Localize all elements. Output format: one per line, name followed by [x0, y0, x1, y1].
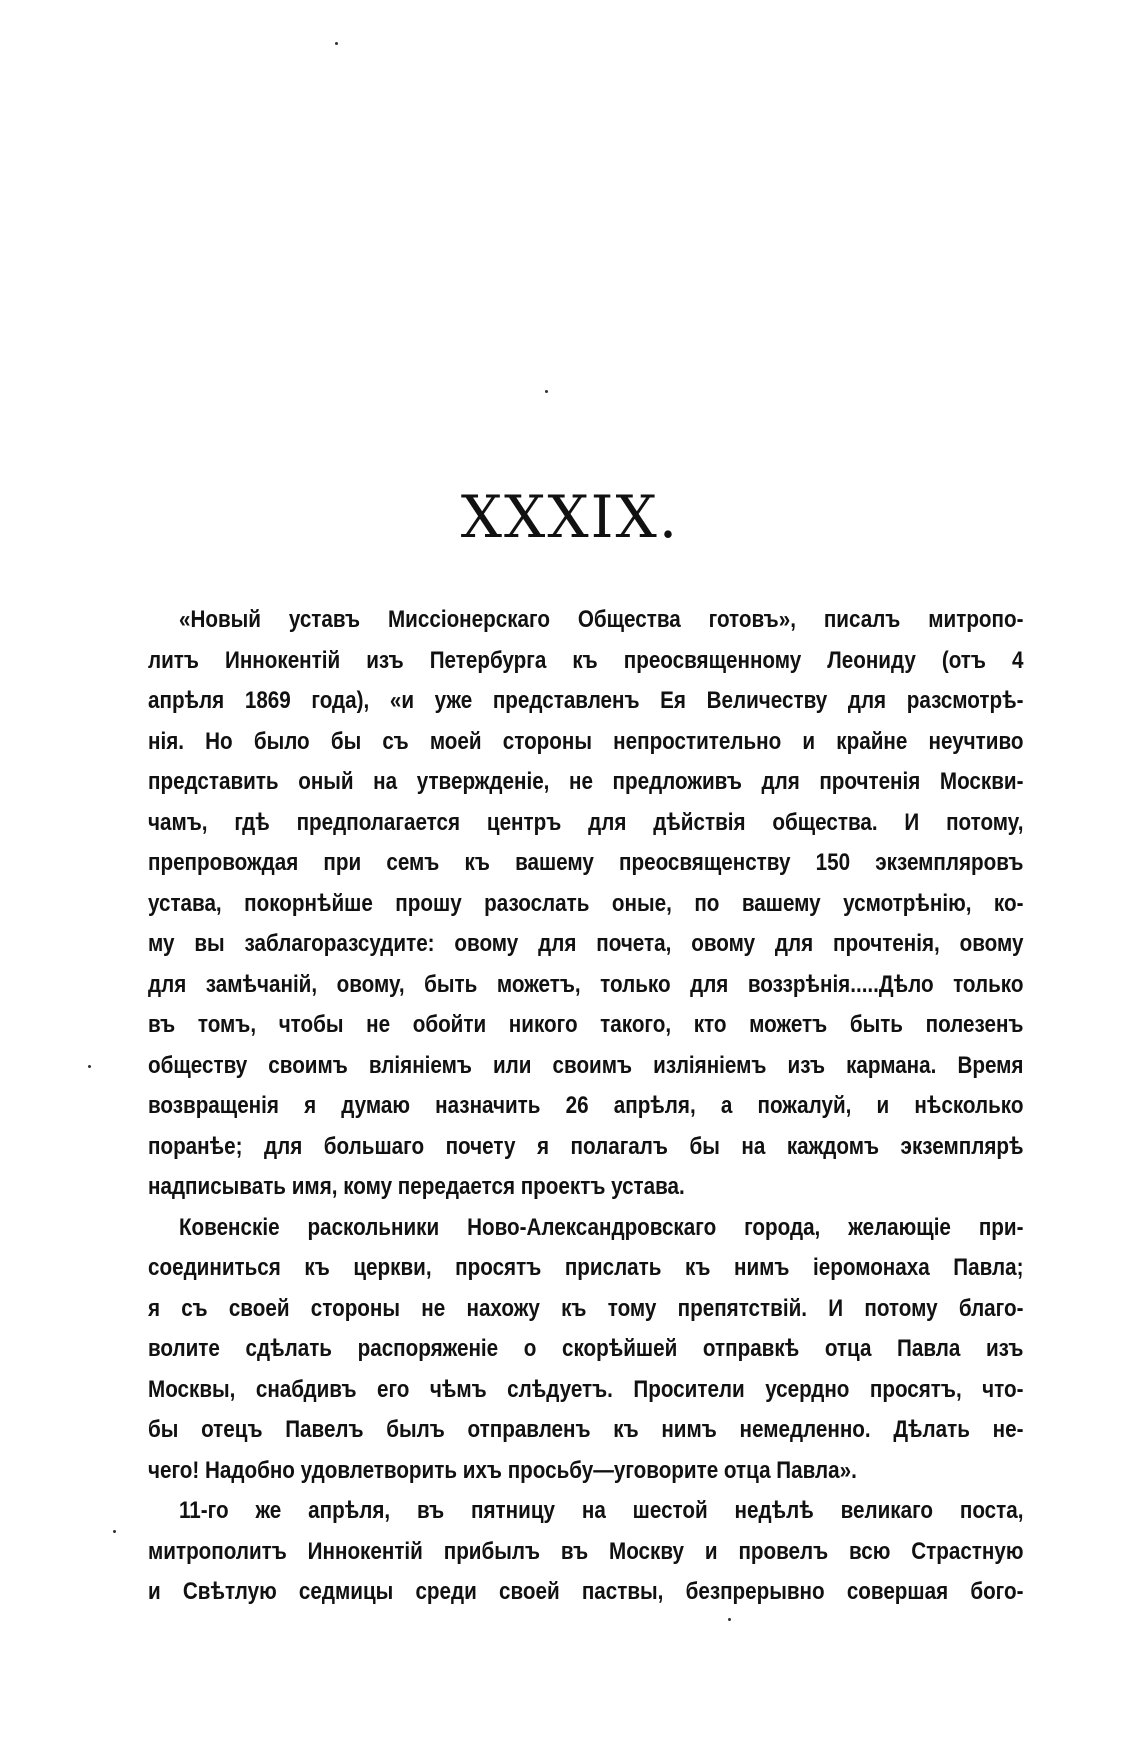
text-line: бы отецъ Павелъ былъ отправленъ къ нимъ немедленно. Дѣлать не-: [148, 1416, 1024, 1443]
text-line: «Новый уставъ Миссіонерскаго Общества готовъ», писалъ митропо-: [178, 606, 1024, 633]
scan-speck: [88, 1065, 91, 1068]
text-line: волите сдѣлать распоряженіе о скорѣйшей отправкѣ отца Павла изъ: [148, 1335, 1024, 1362]
text-line: нія. Но было бы съ моей стороны непростительно и крайне неучтиво: [148, 727, 1024, 755]
text-line: я съ своей стороны не нахожу къ тому препятствій. И потому благо-: [148, 1294, 1024, 1322]
text-line: обществу своимъ вліяніемъ или своимъ изліяніемъ изъ кармана. Время: [148, 1051, 1024, 1079]
text-line: въ томъ, чтобы не обойти никого такого, кто можетъ быть полезенъ: [148, 1011, 1024, 1038]
text-line: апрѣля 1869 года), «и уже представленъ Ея Величеству для разсмотрѣ-: [148, 687, 1024, 714]
scan-speck: [113, 1530, 116, 1533]
text-line: для замѣчаній, овому, быть можетъ, только для воззрѣнія.....Дѣло только: [148, 970, 1024, 998]
text-line: му вы заблагоразсудите: овому для почета, овому для прочтенія, овому: [148, 930, 1024, 957]
text-line: и Свѣтлую седмицы среди своей паствы, безпрерывно совершая бого-: [148, 1578, 1024, 1605]
text-line: надписывать имя, кому передается проектъ устава.: [148, 1173, 685, 1200]
text-line: Москвы, снабдивъ его чѣмъ слѣдуетъ. Просители усердно просятъ, что-: [148, 1375, 1024, 1403]
text-line: литъ Иннокентій изъ Петербурга къ преосвященному Леониду (отъ 4: [148, 646, 1024, 674]
text-line: соединиться къ церкви, просятъ прислать къ нимъ іеромонаха Павла;: [148, 1254, 1024, 1281]
text-line: устава, покорнѣйше прошу разослать оные, по вашему усмотрѣнію, ко-: [148, 889, 1024, 917]
text-line: поранѣе; для большаго почету я полагалъ бы на каждомъ экземплярѣ: [148, 1132, 1024, 1160]
scan-speck: [335, 42, 338, 45]
text-line: препровождая при семъ къ вашему преосвященству 150 экземпляровъ: [148, 849, 1024, 876]
text-line: чамъ, гдѣ предполагается центръ для дѣйствія общества. И потому,: [148, 808, 1024, 836]
chapter-body: [148, 600, 1024, 1613]
text-line: представить оный на утвержденіе, не предложивъ для прочтенія Москви-: [148, 768, 1024, 795]
scan-speck: [545, 390, 548, 393]
chapter-title: XXXIX.: [460, 483, 680, 551]
text-line: возвращенія я думаю назначить 26 апрѣля, а пожалуй, и нѣсколько: [148, 1092, 1024, 1119]
scan-speck: [728, 1618, 731, 1621]
text-line: 11-го же апрѣля, въ пятницу на шестой недѣлѣ великаго поста,: [178, 1497, 1024, 1524]
text-line: Ковенскіе раскольники Ново-Александровскаго города, желающіе при-: [178, 1213, 1024, 1241]
text-line: митрополитъ Иннокентій прибылъ въ Москву и провелъ всю Страстную: [148, 1537, 1024, 1565]
text-line: чего! Надобно удовлетворить ихъ просьбу—уговорите отца Павла».: [148, 1456, 857, 1484]
